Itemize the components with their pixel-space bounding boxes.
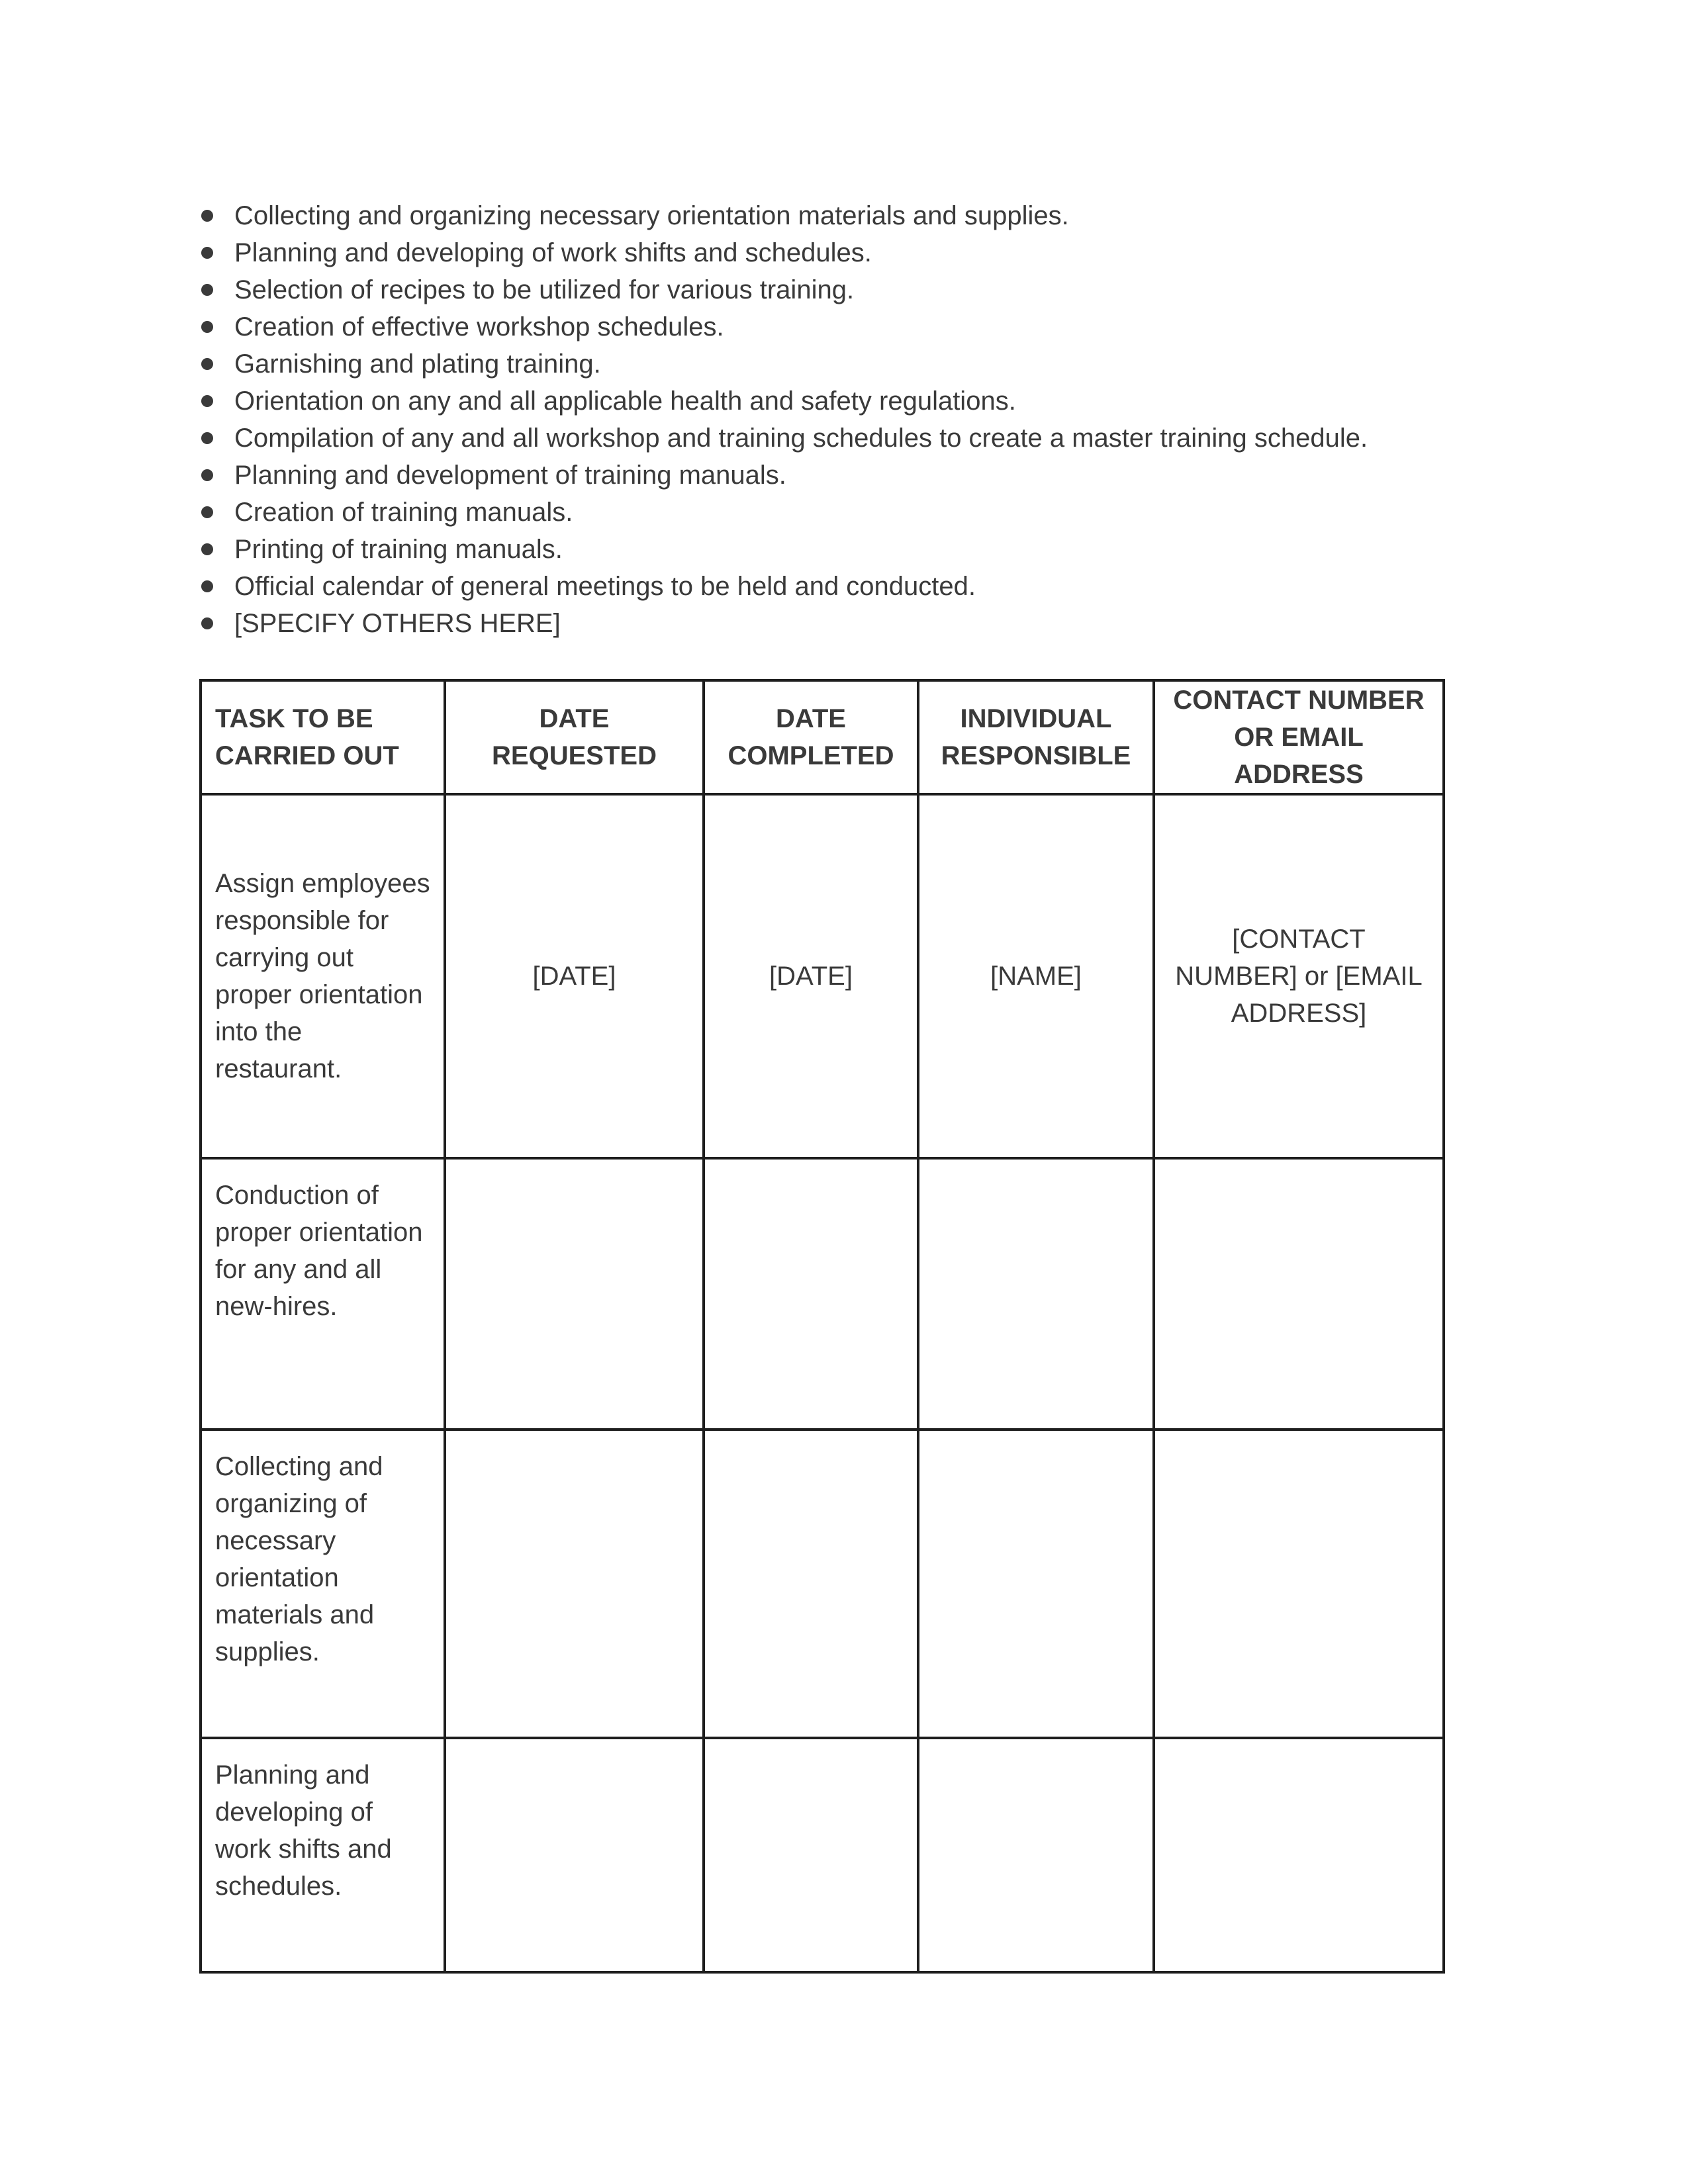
date-requested-cell[interactable]	[445, 1430, 704, 1738]
bullet-icon	[201, 617, 213, 629]
contact-cell[interactable]	[1154, 1738, 1444, 1972]
list-item	[196, 605, 1454, 642]
list-item-text: [SPECIFY OTHERS HERE]	[234, 609, 561, 638]
list-item-text: Creation of effective workshop schedules.	[234, 312, 724, 341]
bullet-icon	[201, 358, 213, 370]
table-header-row	[201, 680, 1444, 794]
header-date-completed: DATE COMPLETED	[704, 680, 918, 794]
contact-cell[interactable]: [CONTACT NUMBER] or [EMAIL ADDRESS]	[1154, 794, 1444, 1158]
bullet-icon	[201, 432, 213, 444]
list-item	[196, 531, 1454, 568]
list-item-text: Selection of recipes to be utilized for various training.	[234, 275, 855, 304]
list-item-text: Official calendar of general meetings to be held and conducted.	[234, 572, 976, 601]
list-item-text: Garnishing and plating training.	[234, 349, 601, 379]
bullet-icon	[201, 543, 213, 555]
list-item-text: Planning and developing of work shifts and schedules.	[234, 238, 872, 267]
date-completed-cell[interactable]	[704, 1430, 918, 1738]
date-requested-cell[interactable]	[445, 1738, 704, 1972]
list-item	[196, 197, 1454, 234]
date-completed-cell[interactable]: [DATE]	[704, 794, 918, 1158]
table-row	[201, 1738, 1444, 1972]
contact-cell[interactable]	[1154, 1158, 1444, 1430]
task-cell: Conduction of proper orientation for any and all new-hires.	[201, 1158, 445, 1430]
date-requested-cell[interactable]: [DATE]	[445, 794, 704, 1158]
individual-cell[interactable]	[918, 1738, 1154, 1972]
table-row	[201, 794, 1444, 1158]
table-row	[201, 1430, 1444, 1738]
bullet-icon	[201, 580, 213, 592]
header-contact: CONTACT NUMBER OR EMAIL ADDRESS	[1154, 680, 1444, 794]
bullet-icon	[201, 395, 213, 407]
task-cell: Collecting and organizing of necessary orientation materials and supplies.	[201, 1430, 445, 1738]
date-requested-cell[interactable]	[445, 1158, 704, 1430]
list-item-text: Collecting and organizing necessary orientation materials and supplies.	[234, 201, 1069, 230]
task-cell: Assign employees responsible for carrying out proper orientation into the restaurant.	[201, 794, 445, 1158]
list-item-text: Compilation of any and all workshop and training schedules to create a master training schedule.	[234, 424, 1368, 453]
list-item	[196, 271, 1454, 308]
list-item-text: Planning and development of training manuals.	[234, 461, 786, 490]
header-date-requested: DATE REQUESTED	[445, 680, 704, 794]
bullet-icon	[201, 210, 213, 222]
task-bullet-list	[196, 197, 1454, 642]
list-item	[196, 308, 1454, 345]
individual-cell[interactable]	[918, 1158, 1154, 1430]
header-individual-responsible: INDIVIDUAL RESPONSIBLE	[918, 680, 1154, 794]
list-item	[196, 234, 1454, 271]
individual-cell[interactable]	[918, 1430, 1154, 1738]
bullet-icon	[201, 506, 213, 518]
list-item	[196, 568, 1454, 605]
list-item	[196, 494, 1454, 531]
task-table	[199, 679, 1445, 1974]
list-item-text: Printing of training manuals.	[234, 535, 563, 564]
list-item	[196, 383, 1454, 420]
header-task: TASK TO BE CARRIED OUT	[201, 680, 445, 794]
list-item	[196, 420, 1454, 457]
table-row	[201, 1158, 1444, 1430]
list-item-text: Orientation on any and all applicable health and safety regulations.	[234, 387, 1016, 416]
bullet-icon	[201, 469, 213, 481]
date-completed-cell[interactable]	[704, 1738, 918, 1972]
list-item-text: Creation of training manuals.	[234, 498, 573, 527]
bullet-icon	[201, 321, 213, 333]
bullet-icon	[201, 284, 213, 296]
task-cell: Planning and developing of work shifts and schedules.	[201, 1738, 445, 1972]
contact-cell[interactable]	[1154, 1430, 1444, 1738]
individual-cell[interactable]: [NAME]	[918, 794, 1154, 1158]
list-item	[196, 345, 1454, 383]
date-completed-cell[interactable]	[704, 1158, 918, 1430]
bullet-icon	[201, 247, 213, 259]
list-item	[196, 457, 1454, 494]
